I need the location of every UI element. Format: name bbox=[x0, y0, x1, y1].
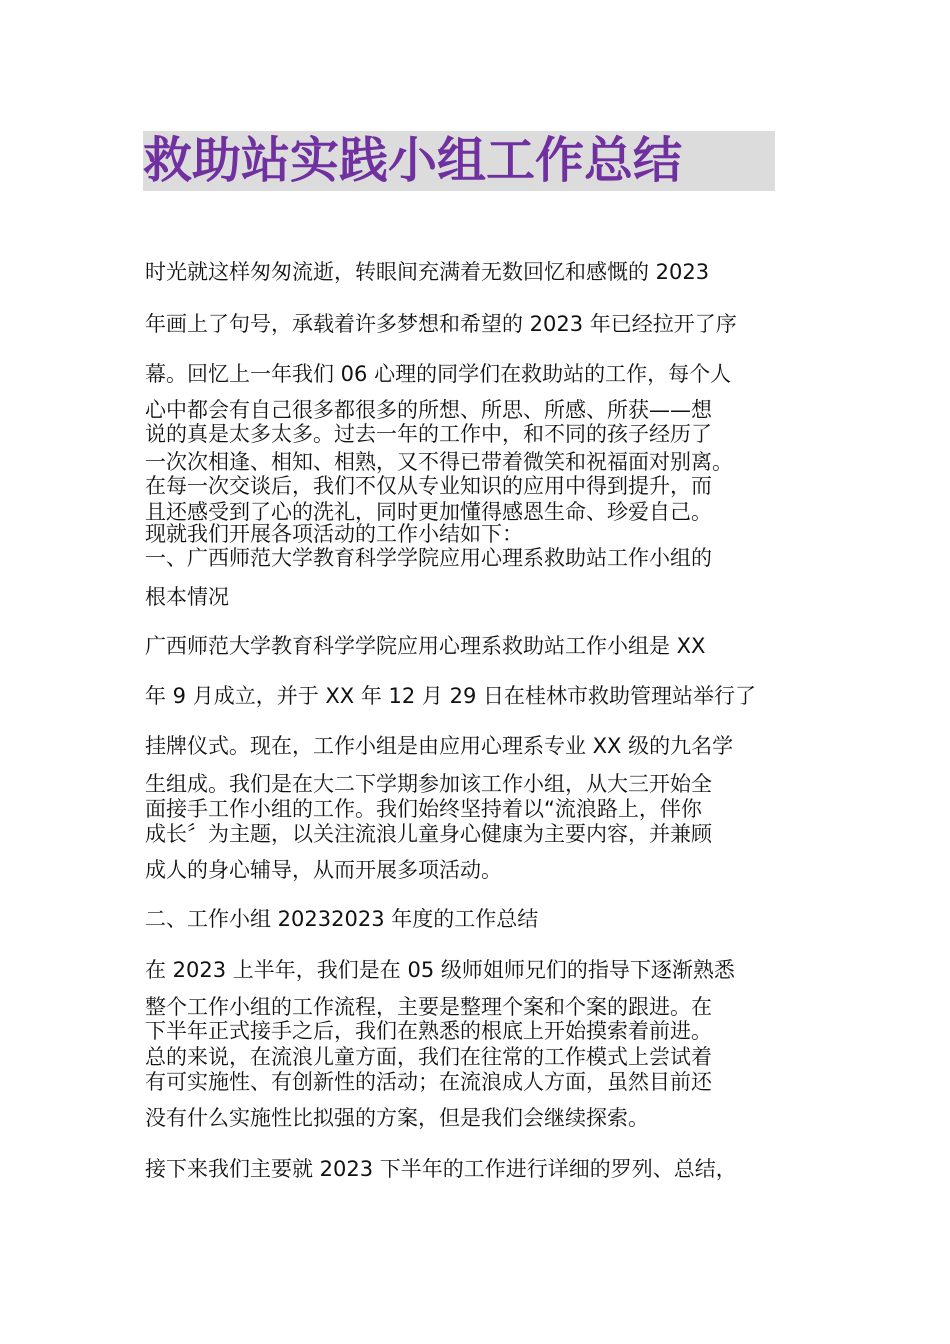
body-line: 成长〞为主题，以关注流浪儿童身心健康为主要内容，并兼顾 bbox=[145, 822, 712, 846]
body-line: 幕。回忆上一年我们 06 心理的同学们在救助站的工作，每个人 bbox=[145, 362, 732, 386]
body-line: 年画上了句号，承载着许多梦想和希望的 2023 年已经拉开了序 bbox=[145, 312, 737, 336]
body-line: 广西师范大学教育科学学院应用心理系救助站工作小组是 XX bbox=[145, 634, 706, 658]
body-line: 成人的身心辅导，从而开展多项活动。 bbox=[145, 858, 502, 882]
body-line: 现就我们开展各项活动的工作小结如下： bbox=[145, 522, 523, 546]
body-line: 整个工作小组的工作流程，主要是整理个案和个案的跟进。在 bbox=[145, 995, 712, 1019]
body-line: 说的真是太多太多。过去一年的工作中，和不同的孩子经历了 bbox=[145, 422, 712, 446]
body-line: 时光就这样匆匆流逝，转眼间充满着无数回忆和感慨的 2023 bbox=[145, 260, 710, 284]
section-heading: 二、工作小组 20232023 年度的工作总结 bbox=[145, 907, 539, 931]
document-title: 救助站实践小组工作总结 bbox=[143, 132, 683, 189]
body-line: 年 9 月成立，并于 XX 年 12 月 29 日在桂林市救助管理站举行了 bbox=[145, 684, 756, 708]
body-line: 生组成。我们是在大二下学期参加该工作小组，从大三开始全 bbox=[145, 772, 712, 796]
body-line: 一次次相逢、相知、相熟，又不得已带着微笑和祝福面对别离。 bbox=[145, 450, 733, 474]
body-line: 没有什么实施性比拟强的方案，但是我们会继续探索。 bbox=[145, 1106, 649, 1130]
body-line: 心中都会有自己很多都很多的所想、所思、所感、所获——想 bbox=[145, 398, 712, 422]
section-heading: 一、广西师范大学教育科学学院应用心理系救助站工作小组的 bbox=[145, 546, 712, 570]
body-line: 在每一次交谈后，我们不仅从专业知识的应用中得到提升，而 bbox=[145, 474, 712, 498]
body-line: 下半年正式接手之后，我们在熟悉的根底上开始摸索着前进。 bbox=[145, 1019, 712, 1043]
section-heading: 根本情况 bbox=[145, 585, 229, 609]
body-line: 总的来说，在流浪儿童方面，我们在往常的工作模式上尝试着 bbox=[145, 1045, 712, 1069]
body-line: 且还感受到了心的洗礼，同时更加懂得感恩生命、珍爱自己。 bbox=[145, 500, 712, 524]
body-line: 在 2023 上半年，我们是在 05 级师姐师兄们的指导下逐渐熟悉 bbox=[145, 958, 735, 982]
title-highlight bbox=[143, 131, 775, 191]
body-line: 接下来我们主要就 2023 下半年的工作进行详细的罗列、总结， bbox=[145, 1157, 737, 1181]
body-line: 面接手工作小组的工作。我们始终坚持着以“流浪路上，伴你 bbox=[145, 797, 702, 821]
body-line: 挂牌仪式。现在，工作小组是由应用心理系专业 XX 级的九名学 bbox=[145, 734, 734, 758]
body-line: 有可实施性、有创新性的活动；在流浪成人方面，虽然目前还 bbox=[145, 1070, 712, 1094]
